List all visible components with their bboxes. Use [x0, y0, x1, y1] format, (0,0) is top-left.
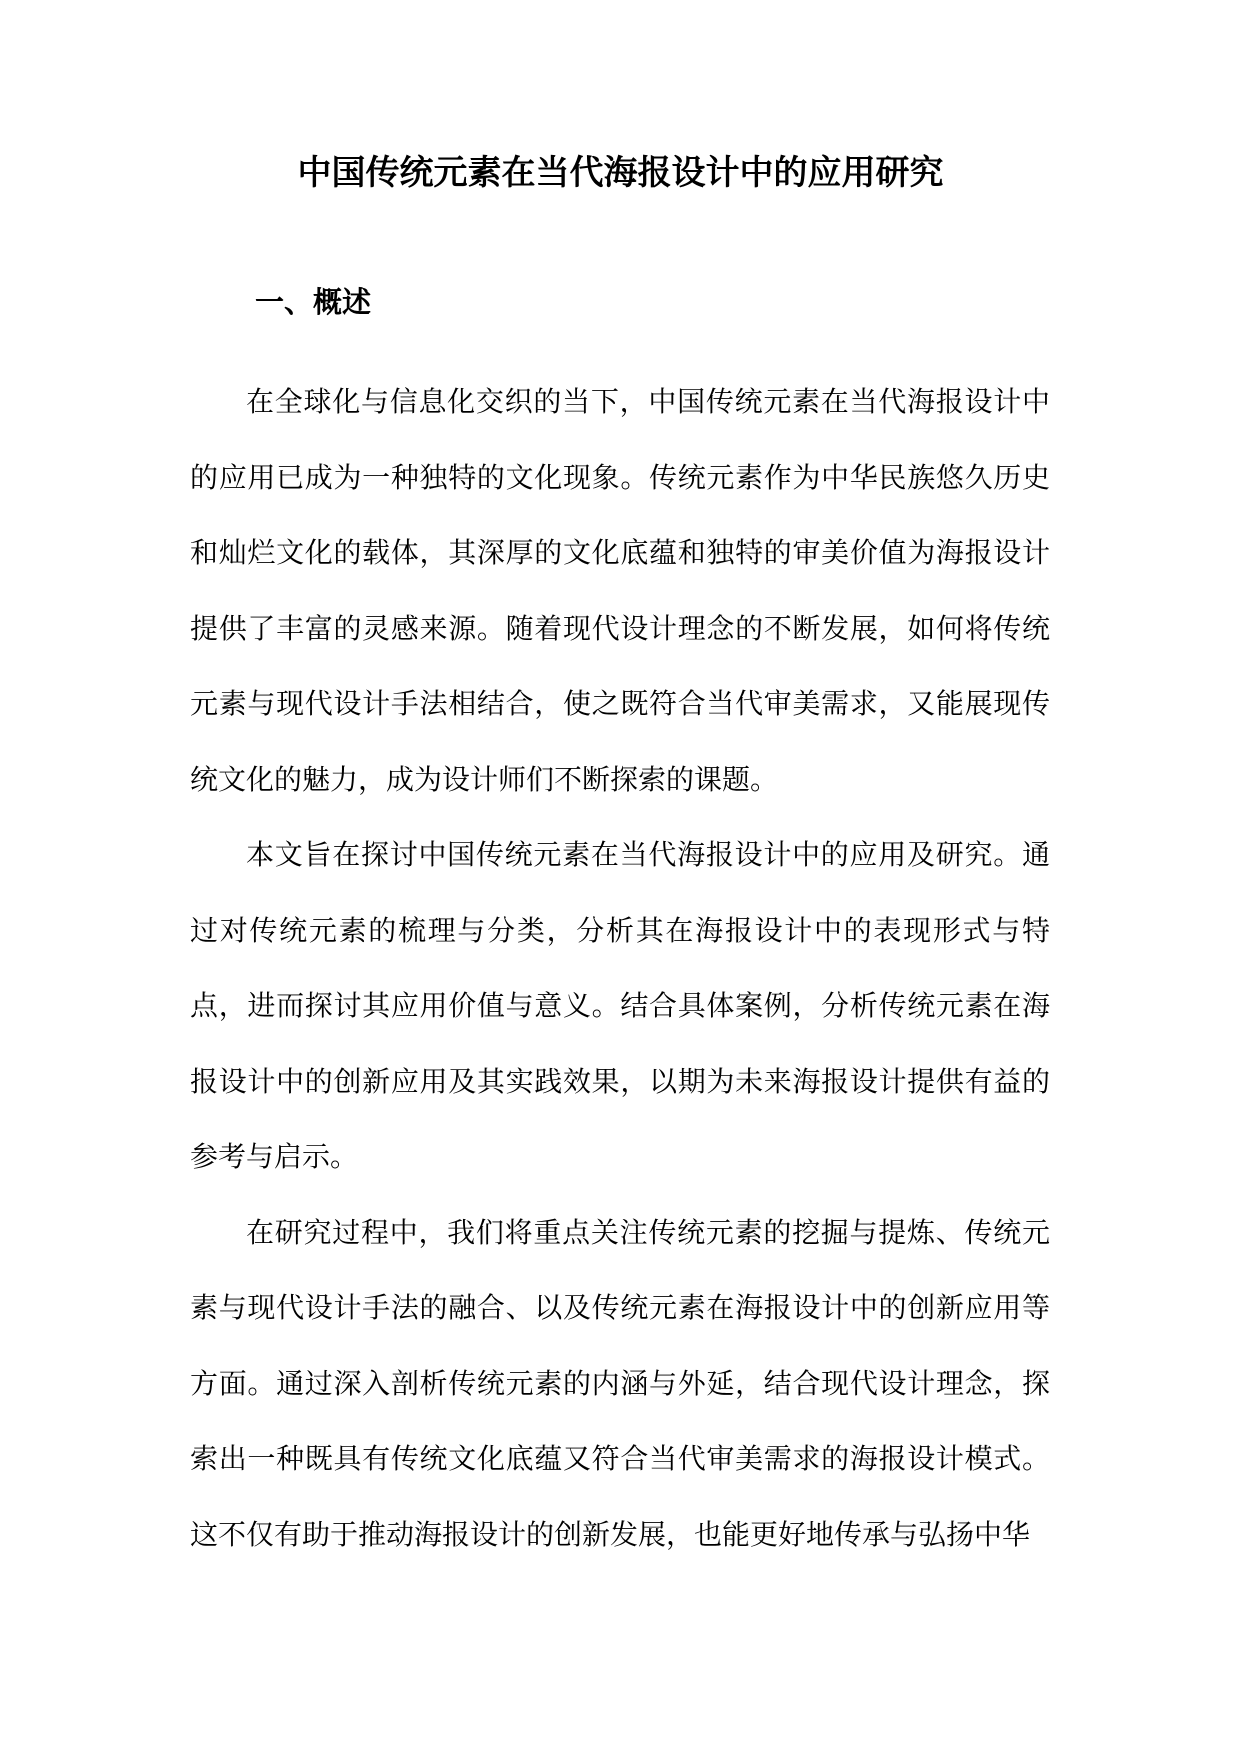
paragraph: 在研究过程中，我们将重点关注传统元素的挖掘与提炼、传统元素与现代设计手法的融合、以及传统元素在海报设计中的创新应用等方面。通过深入剖析传统元素的内涵与外延，结合现代设计理念，探索出一种既具有传统文化底蕴又符合当代审美需求的海报设计模式。这不仅有助于推动海报设计的创新发展，也能更好地传承与弘扬中华 [190, 1215, 1050, 1551]
document-title: 中国传统元素在当代海报设计中的应用研究 [297, 153, 944, 193]
body-text [190, 364, 1050, 1572]
paragraph: 本文旨在探讨中国传统元素在当代海报设计中的应用及研究。通过对传统元素的梳理与分类，分析其在海报设计中的表现形式与特点，进而探讨其应用价值与意义。结合具体案例，分析传统元素在海报设计中的创新应用及其实践效果，以期为未来海报设计提供有益的参考与启示。 [190, 838, 1050, 1173]
paragraph: 在全球化与信息化交织的当下，中国传统元素在当代海报设计中的应用已成为一种独特的文化现象。传统元素作为中华民族悠久历史和灿烂文化的载体，其深厚的文化底蕴和独特的审美价值为海报设计提供了丰富的灵感来源。随着现代设计理念的不断发展，如何将传统元素与现代设计手法相结合，使之既符合当代审美需求，又能展现传统文化的魅力，成为设计师们不断探索的课题。 [190, 385, 1050, 796]
section-heading: 一、概述 [255, 285, 372, 319]
